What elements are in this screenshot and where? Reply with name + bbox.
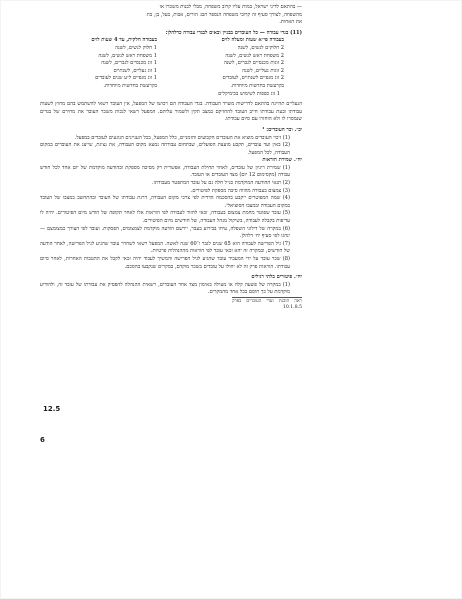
full-time-column <box>167 37 284 90</box>
column-tail: 1 זוג כפפות לשימוש בכימיקלים <box>218 90 280 97</box>
section-heading: יח״. שמירת הוראות <box>262 157 302 164</box>
column-item: 2 זוג מגפיים לשנתיים, לעובדים <box>222 75 284 82</box>
document-text-block <box>40 4 302 312</box>
item-11-intro: (11) בגדי עבודה — כל העובדים בבניין ובאים לבגדי עבודה כדלהלן: <box>165 29 302 36</box>
paragraph-chemicals: הנעליים תהיינה בהתאם לדרישות משרד העבודה. בגדי העבודה הם רכושו של המפעל, אין העובד רשאי להשתמש בהם מחוץ לשעות עבודתו ובעת עבודתו חייב העובד להחזיקם במצב תקין ולשמור עליהם. המפעל רשאי לנכות משכר העובד את מחירם של בגדים שנמסרו לו ולא הוחזרו עם סיום עבודתו. <box>40 101 302 123</box>
column-item: בקרעשת בחדשות מיוחדות. <box>103 82 157 89</box>
folio-number: 12.5 <box>43 405 61 413</box>
column-item: 2 חלוקים לנשים, לשנה <box>237 44 284 51</box>
list-item: (3) צמצום בעבודה מהווה סיבה מספקת לפיטורים. <box>190 187 290 194</box>
column-item: 2 זוגות נעליים, לשנה <box>242 67 284 74</box>
list-item: (2) באין ועד עובדים, תקבע מועצת הפועלים, שבתחום עבודתה נמצא מקום העבודה, את נציגת, שייצג את העובדים במקום העבודה, לכל המפעל. <box>40 142 290 156</box>
list-item: (1) זיכוי העובדים מוציא את העובדים הקבועים והזמניים, כלל המפעל, בכל העניינים הנוגעים לעובדים במפעל. <box>74 134 290 141</box>
column-header: בעבודה חלקית, עד 4 שעות לוים <box>91 37 157 44</box>
list-item: (5) עובד שפוטר מחמת צמצום בעבודה, זכאי לחזור לעבודה לפי הוראות אלו לאחר תקופה של חודש מיום הפיטורים. יהיה לו עדיפות בקבלה לעבודה, בשיקול מנהל העבודה, של חודשים מיום הפיטורים. <box>40 210 290 225</box>
column-item: 1 זוג מגפיים ל״ע שנים לעובדים <box>95 75 157 82</box>
column-item: 1 זוג מכנסיים לגברים, לשנה <box>101 60 157 67</box>
footnote: ראה תוכנת ועדי העובדים בפרק 10.1.8.5 <box>232 298 302 311</box>
column-item: 1 זוג נעליים, לשנתיים <box>113 67 157 74</box>
list-item: (4) שמה המפוטרים ייקבע בהסכמה הדדית לפי צרכי מקום העבודה, דרגת עבודתו של העובד ובהתחשב במצבו של העובד במקום העבודה ובמצבו הסוציאלי. <box>40 195 290 209</box>
page-number: 6 <box>40 436 45 444</box>
text-line: מהשפחה, לצורך סעיף זה קרובי משפחה הנספר הם: הורים, אבות, בעל, בן, בת <box>146 11 302 18</box>
column-item: 1 משפחת ראש לנשים, לשנה <box>98 52 157 59</box>
text-line: את האחות. <box>279 19 302 26</box>
column-item: 1 חלוק לנשים, לשנה <box>115 44 157 51</box>
part-time-column <box>40 37 157 90</box>
text-line: — בהתאם לדיני ישראל, במות עליו קרוב משפחה, מבלי לבנות משכרו או <box>159 4 302 10</box>
column-item: 2 זוגות מכנסיים לגברים, לשנה <box>223 60 284 67</box>
column-item: 2 משפחת ראש לנשים, לשנה <box>225 52 284 59</box>
column-item: בקרעשת בחדשות מיוחדות. <box>230 82 284 89</box>
clothing-columns <box>40 37 302 90</box>
list-item: (2) תנאי ההודעה המוקדמת כנ״ל חלה גם על עובד המתפטר מעבודתו. <box>151 180 290 187</box>
list-item: (1) במקרה של פשעה קלה או מעילה באימון מצד אחד העובדים, רשאית ההנהלה להפסיק את עבודתו של עובד זה, ולהודיע מוקדמת על כך חוסם בכל אחד מהמקרים. <box>40 281 290 296</box>
list-item: (8) שכר עובד על ידי המעביד עובד שהגיע לגיל הפרישה והמשיך לעבוד יהיה זכאי לקבל את ההטבות האחרות, לאחר סיום עבודתו. הוראות פרק זה לא יחולו על עובדים בשכר מוקדם, במקרים שנקבעו בהסכם. <box>40 256 290 270</box>
section-heading: יח״. פיטורים בלתי רגילים <box>251 274 302 281</box>
section-heading: יב״. וכר העובדים: ¹ <box>262 126 302 133</box>
column-header: בעבודה פי״א שעות ומעלה לוים <box>221 37 284 44</box>
list-item: (1) שמירת ריגיון של עובדים, לאחר תחילת העבודה, אפשרית רק מסיבה מספקת ובהודעה מוקדמת של יום אחד לכל חודש עבודה (מקסימום 12 יום) מצד העובדים או העובד. <box>40 164 290 179</box>
list-item: (6) במקרה של דילוגי השפלה, עיחו בבירוע בעבר, יירשם הודעה מוקדמת לצמצומים, הפסקות. ועובד לפי הצורך כמצומצם — ינהגו לפי סעיף יח׳ דלהלן. <box>40 225 290 240</box>
list-item: (7) גיל הפרישה לעבודה הוא 65 שנים לגבר ו־60 שנה לאשה. המפעל רשאי לשחרר עובד שהגיע לגיל הפרישה, לאחר הודעה של חודשים, ובמקרה זה יהא זכאי עובד לפי הוראות מההנהלות פרטיות. <box>40 240 291 255</box>
